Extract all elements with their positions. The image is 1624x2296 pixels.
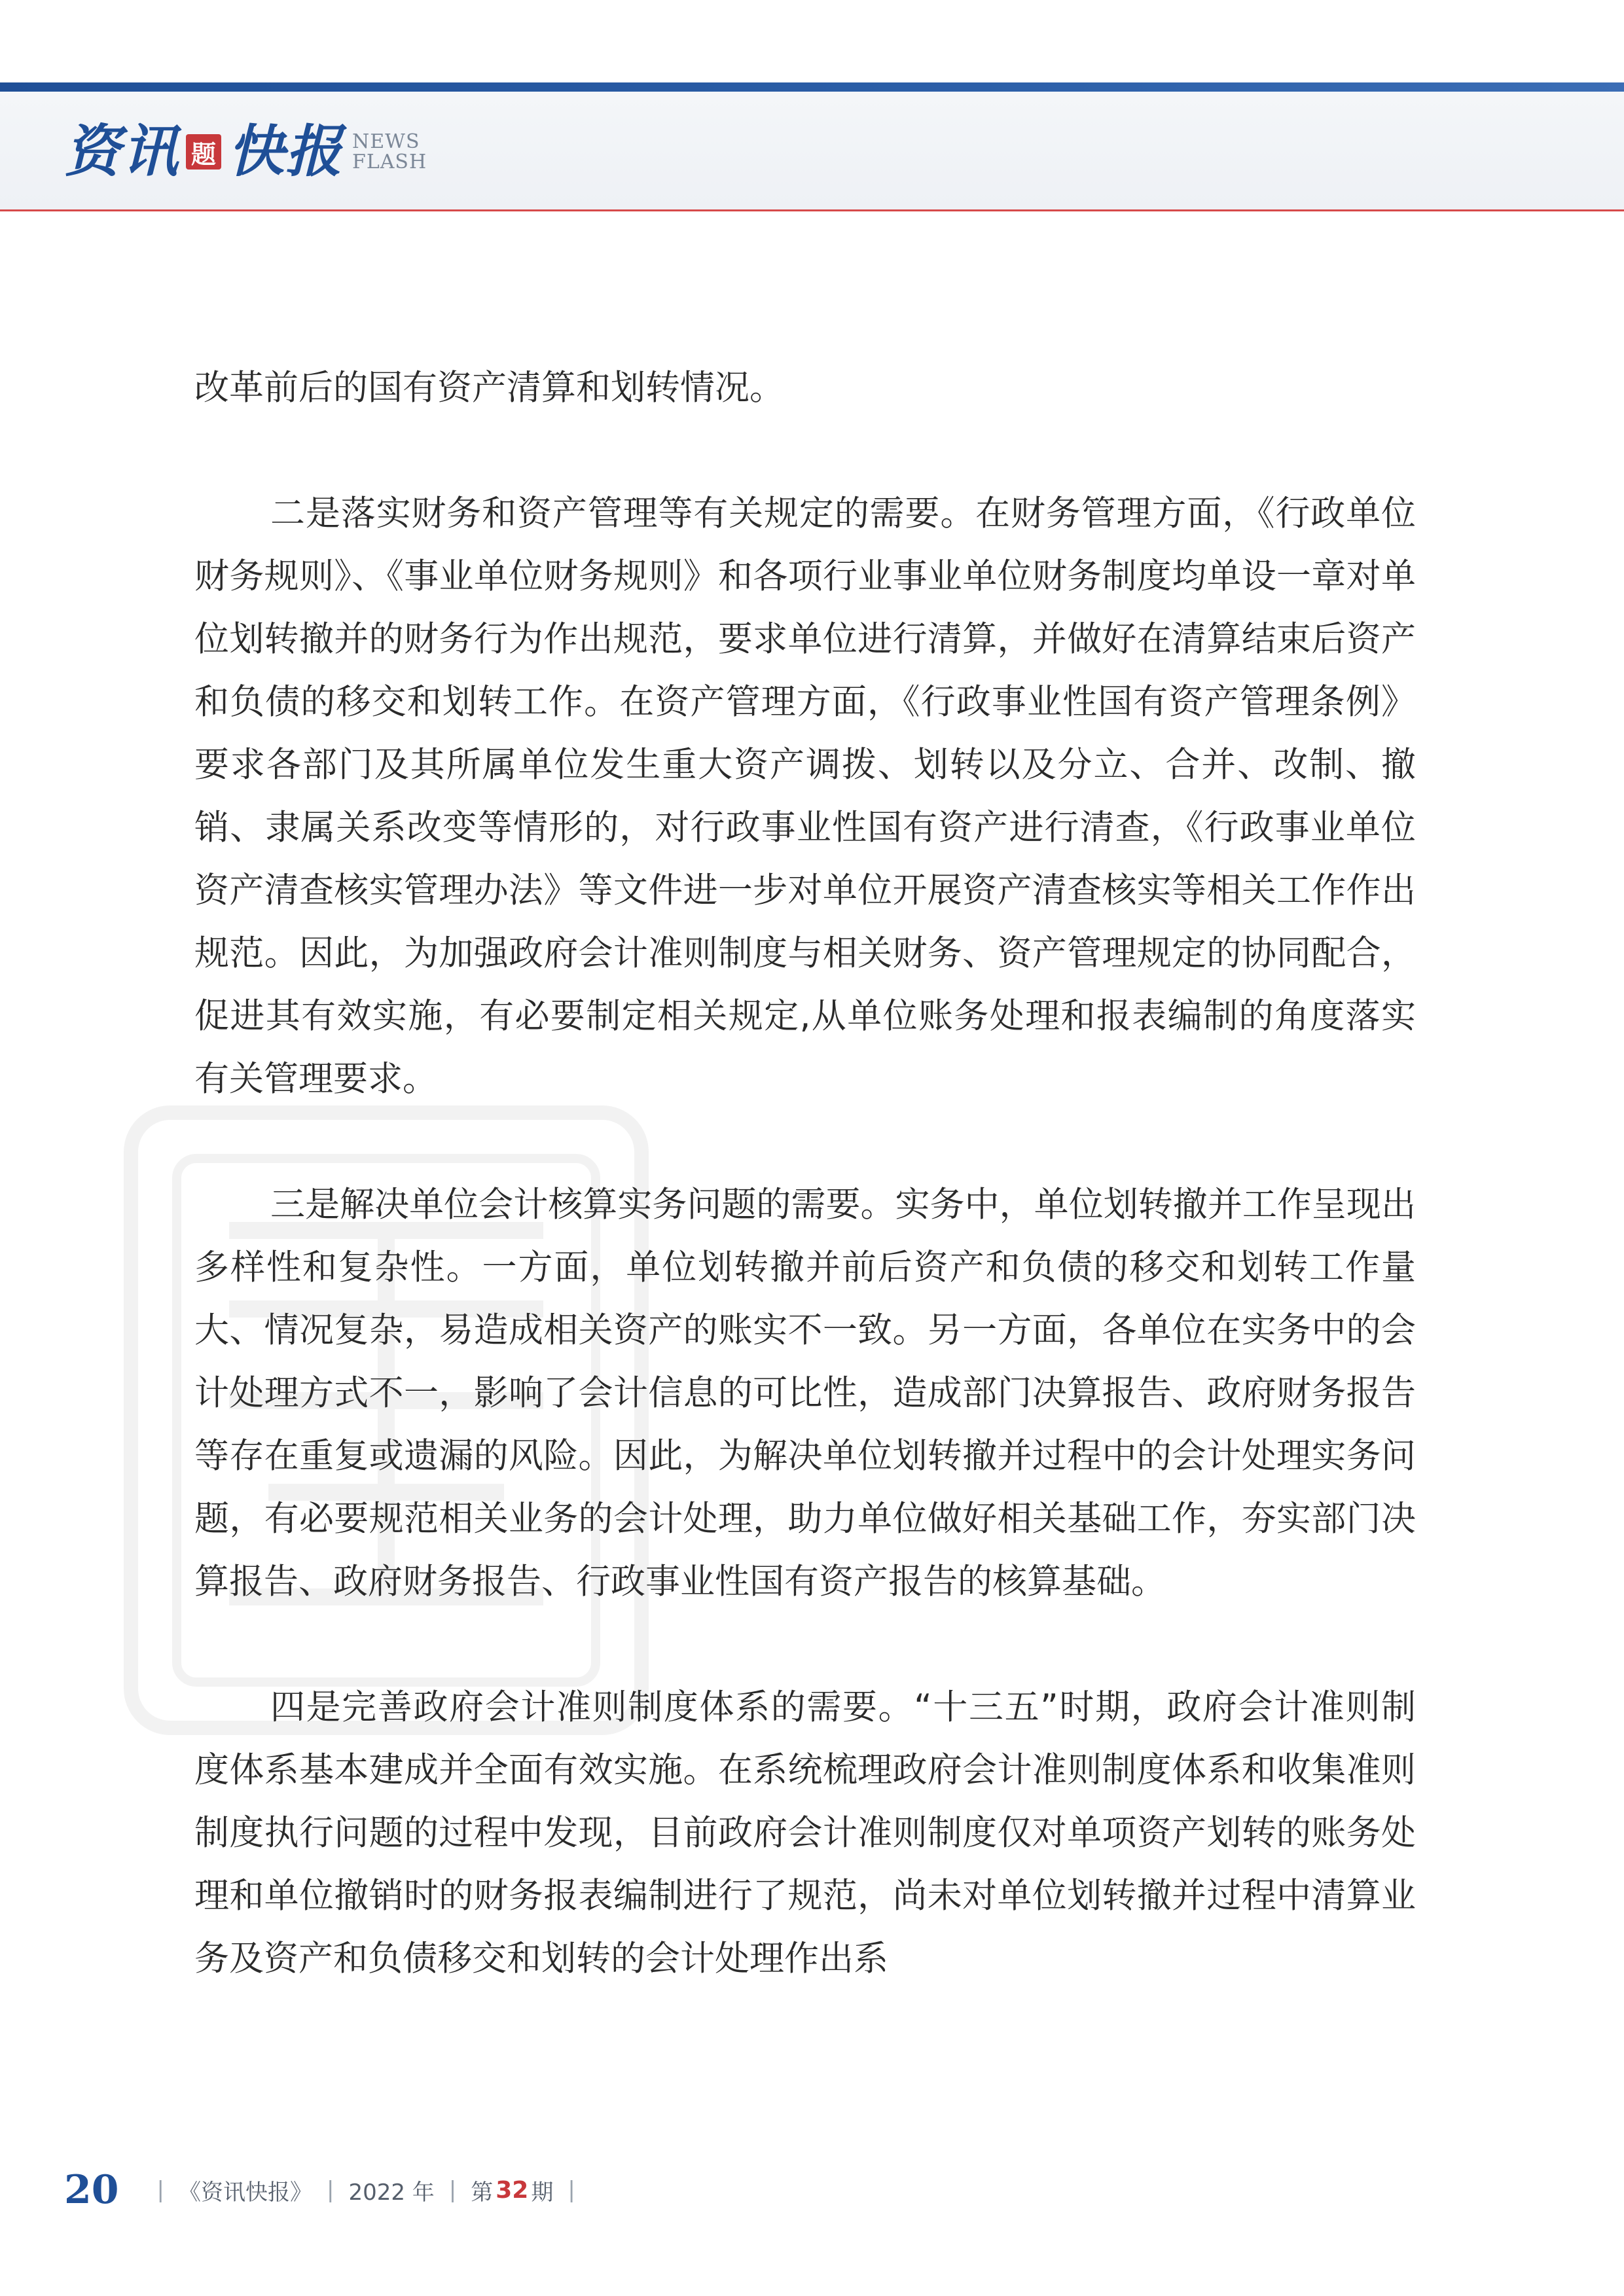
page-footer — [64, 2164, 590, 2216]
footer-separator: | — [326, 2177, 334, 2203]
footer-year: 2022 年 — [348, 2179, 435, 2206]
brand-logo — [64, 113, 427, 191]
header-top-bar — [0, 82, 1624, 92]
footer-separator: | — [568, 2177, 575, 2203]
paragraph-third-point: 三是解决单位会计核算实务问题的需要。实务中，单位划转撤并工作呈现出多样性和复杂性。一方面，单位划转撤并前后资产和负债的移交和划转工作量大、情况复杂，易造成相关资产的账实不一致。另一方面，各单位在实务中的会计处理方式不一，影响了会计信息的可比性，造成部门决算报告、政府财务报告等存在重复或遗漏的风险。因此，为解决单位划转撤并过程中的会计处理实务问题，有必要规范相关业务的会计处理，助力单位做好相关基础工作，夯实部门决算报告、政府财务报告、行政事业性国有资产报告的核算基础。 — [194, 1185, 1416, 1602]
footer-issue-suffix: 期 — [531, 2179, 554, 2206]
paragraph-second-point: 二是落实财务和资产管理等有关规定的需要。在财务管理方面，《行政单位财务规则》、《事业单位财务规则》和各项行业事业单位财务制度均单设一章对单位划转撤并的财务行为作出规范，要求单位进行清算，并做好在清算结束后资产和负债的移交和划转工作。在资产管理方面，《行政事业性国有资产管理条例》要求各部门及其所属单位发生重大资产调拨、划转以及分立、合并、改制、撤销、隶属关系改变等情形的，对行政事业性国有资产进行清查，《行政事业单位资产清查核实管理办法》等文件进一步对单位开展资产清查核实等相关工作作出规范。因此，为加强政府会计准则制度与相关财务、资产管理规定的协同配合，促进其有效实施，有必要制定相关规定,从单位账务处理和报表编制的角度落实有关管理要求。 — [194, 493, 1416, 1099]
footer-separator: | — [156, 2177, 164, 2203]
brand-english-line2: FLASH — [352, 151, 427, 173]
paragraph-fourth-point: 四是完善政府会计准则制度体系的需要。“十三五”时期，政府会计准则制度体系基本建成并全面有效实施。在系统梳理政府会计准则制度体系和收集准则制度执行问题的过程中发现，目前政府会计准则制度仅对单项资产划转的账务处理和单位撤销时的财务报表编制进行了规范，尚未对单位划转撤并过程中清算业务及资产和负债移交和划转的会计处理作出系 — [194, 1687, 1416, 1979]
header-divider — [0, 209, 1624, 211]
footer-issue-number: 32 — [496, 2176, 529, 2204]
article-body — [194, 357, 1416, 1990]
paragraph-continuation: 改革前后的国有资产清算和划转情况。 — [194, 368, 784, 408]
brand-title-right: 快报 — [228, 118, 343, 185]
brand-english — [352, 132, 427, 173]
footer-separator: | — [448, 2177, 457, 2203]
brand-seal-icon: 题 — [186, 134, 221, 170]
brand-title-left: 资讯 — [64, 118, 179, 185]
footer-issue-prefix: 第 — [471, 2179, 494, 2206]
footer-publication: 《资讯快报》 — [178, 2179, 312, 2206]
brand-english-line1: NEWS — [352, 130, 420, 153]
page-number: 20 — [64, 2167, 119, 2213]
